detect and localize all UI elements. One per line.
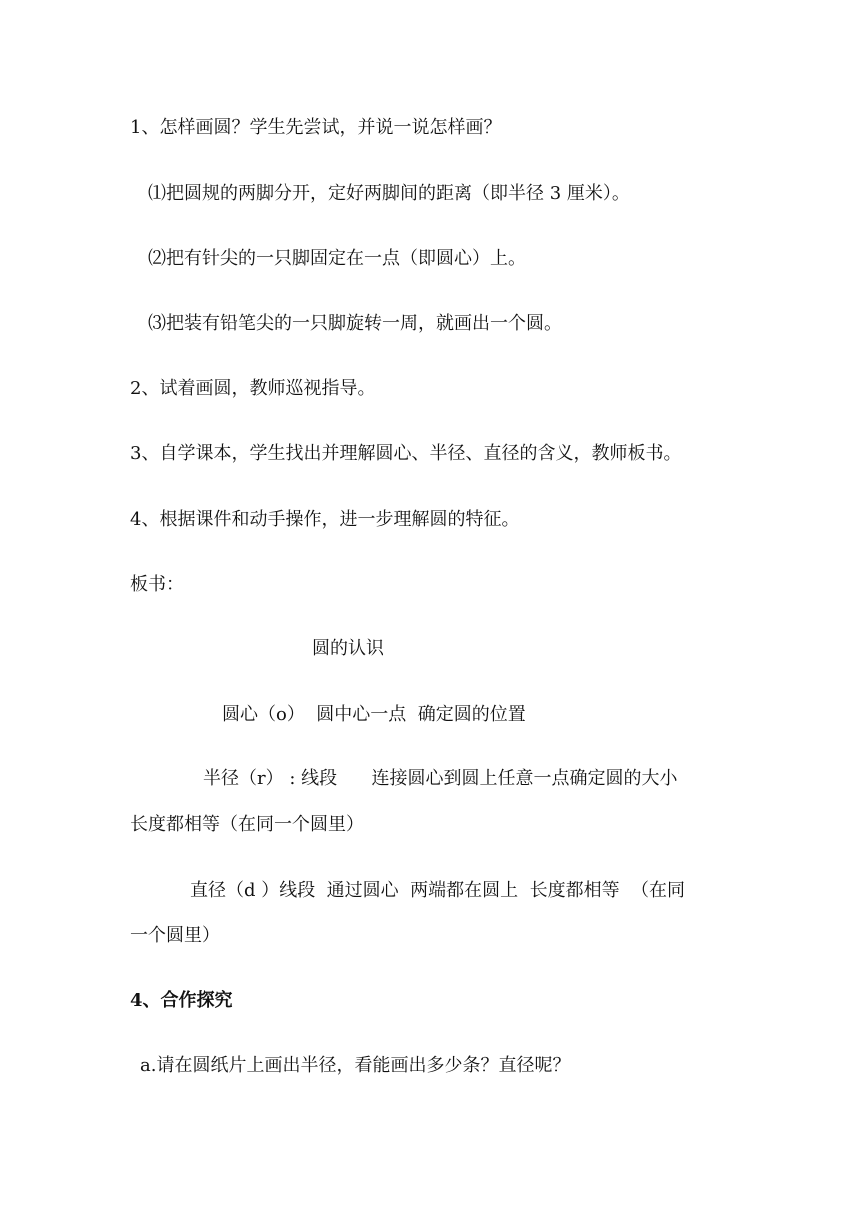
board-label: 板书： — [130, 574, 184, 595]
step-3: 3、自学课本，学生找出并理解圆心、半径、直径的含义，教师板书。 — [130, 443, 682, 464]
board-center-line: 圆心（o） 圆中心一点 确定圆的位置 — [222, 704, 526, 725]
step-2: 2、试着画圆，教师巡视指导。 — [130, 378, 376, 399]
step-1-substep-2: ⑵把有针尖的一只脚固定在一点（即圆心）上。 — [148, 248, 526, 269]
step-1-substep-1: ⑴把圆规的两脚分开，定好两脚间的距离（即半径 3 厘米）。 — [148, 183, 630, 204]
board-diameter-line-1: 直径（d ）线段 通过圆心 两端都在圆上 长度都相等 （在同 — [190, 880, 686, 901]
board-title: 圆的认识 — [312, 638, 384, 659]
step-1-question: 1、怎样画圆？学生先尝试，并说一说怎样画？ — [130, 117, 502, 138]
board-radius-line-2: 长度都相等（在同一个圆里） — [130, 814, 364, 835]
cooperation-item-a: a.请在圆纸片上画出半径，看能画出多少条？直径呢？ — [140, 1055, 571, 1076]
board-diameter-line-2: 一个圆里） — [130, 925, 220, 946]
cooperation-heading: 4、合作探究 — [130, 990, 233, 1011]
step-4: 4、根据课件和动手操作，进一步理解圆的特征。 — [130, 509, 520, 530]
step-1-substep-3: ⑶把装有铅笔尖的一只脚旋转一周，就画出一个圆。 — [148, 313, 562, 334]
board-radius-line-1: 半径（r） : 线段 连接圆心到圆上任意一点确定圆的大小 — [203, 768, 678, 789]
